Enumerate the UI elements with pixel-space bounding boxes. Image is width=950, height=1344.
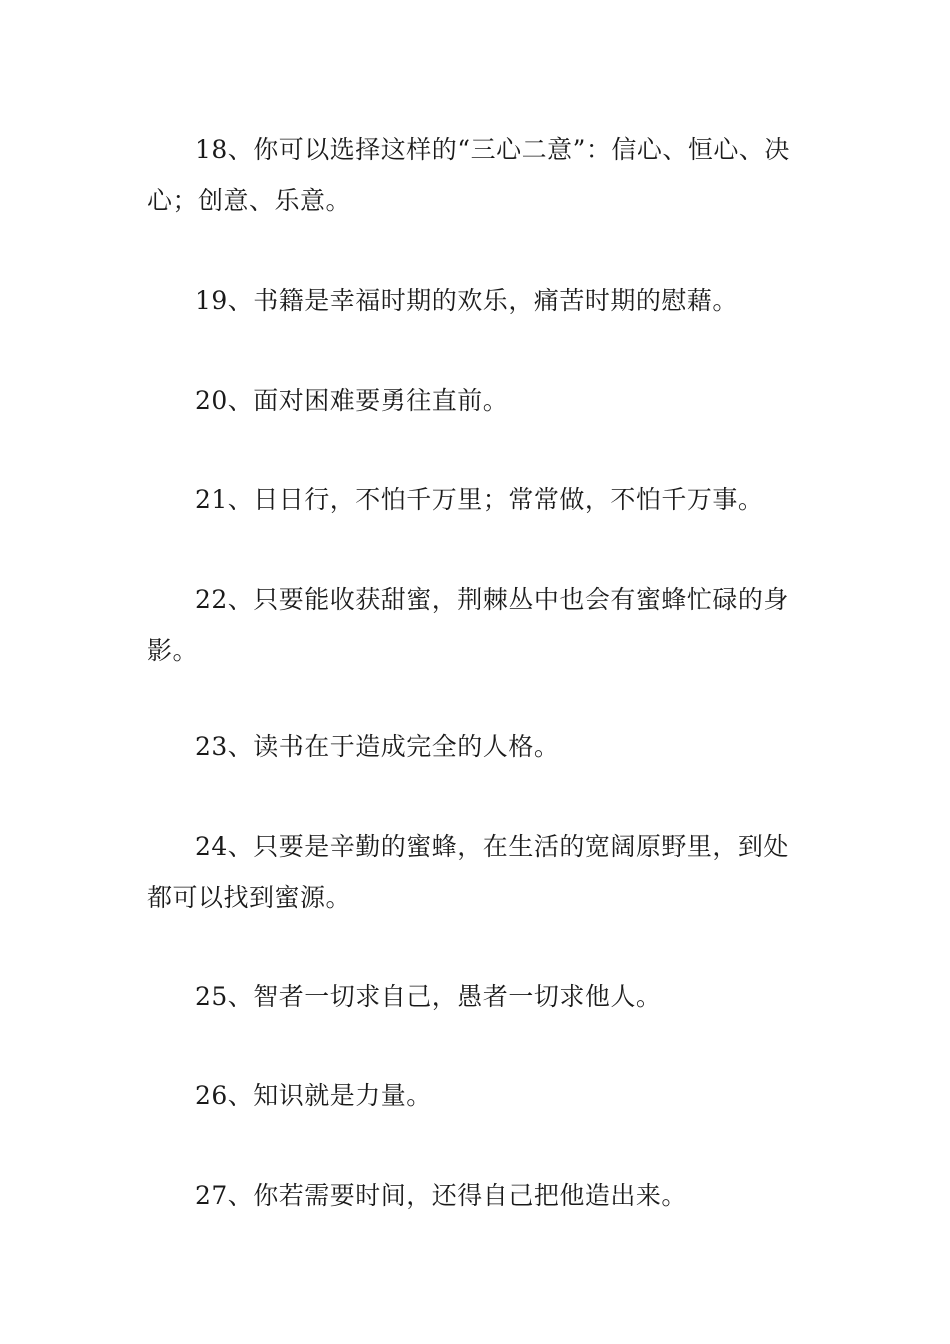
paragraph-19: 19、书籍是幸福时期的欢乐，痛苦时期的慰藉。 (195, 286, 738, 315)
paragraph-18: 18、你可以选择这样的“三心二意”：信心、恒心、决心；创意、乐意。 (147, 135, 790, 215)
paragraph-20: 20、面对困难要勇往直前。 (195, 386, 509, 415)
paragraph-21: 21、日日行，不怕千万里；常常做，不怕千万事。 (195, 485, 764, 514)
paragraph-25: 25、智者一切求自己，愚者一切求他人。 (195, 982, 662, 1011)
paragraph-24: 24、只要是辛勤的蜜蜂，在生活的宽阔原野里，到处都可以找到蜜源。 (147, 832, 789, 912)
paragraph-23: 23、读书在于造成完全的人格。 (195, 732, 560, 761)
paragraph-26: 26、知识就是力量。 (195, 1081, 432, 1110)
paragraph-27: 27、你若需要时间，还得自己把他造出来。 (195, 1181, 687, 1210)
paragraph-22: 22、只要能收获甜蜜，荆棘丛中也会有蜜蜂忙碌的身影。 (147, 585, 789, 665)
